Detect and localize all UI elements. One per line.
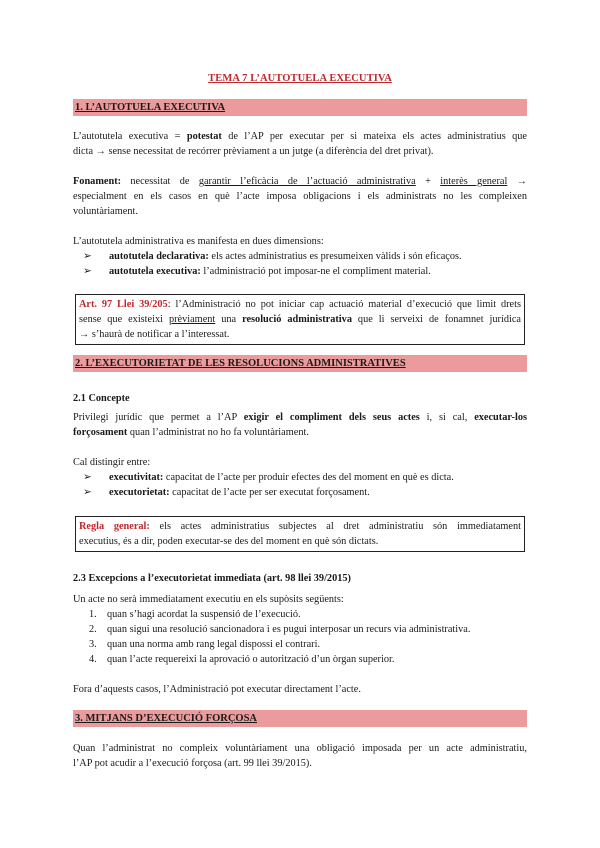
list-item: ➢ executivitat: capacitat de l’acte per produir efectes des del moment en què es dicta.	[83, 472, 454, 483]
list-item: 4. quan l’acte requereixi la aprovació o autorització d’un òrgan superior.	[89, 654, 395, 665]
s1-paragraph-dimensions: L’autotutela administrativa es manifesta en dues dimensions:	[73, 236, 324, 247]
s2-subheading-concepte: 2.1 Concepte	[73, 393, 130, 404]
section-heading-3	[73, 710, 527, 727]
s1-paragraph-fonament: Fonament: necessitat de garantir l’eficàcia de l’actuació administrativa + interès general → especialment en els casos en què l’acte imposa obligacions i els administrats no les compleixen voluntàriament.	[73, 176, 527, 217]
list-item: ➢ autotutela declarativa: els actes administratius es presumeixen vàlids i són eficaços.	[83, 251, 462, 262]
s2-paragraph-supòsits: Un acte no serà immediatament executiu en els supòsits següents:	[73, 594, 344, 605]
s2-paragraph-privilegi: Privilegi jurídic que permet a l’AP exigir el compliment dels seus actes i, si cal, executar-los forçosament quan l’administrat no ho fa voluntàriament.	[73, 412, 527, 438]
s2-rule-box: Regla general: els actes administratius subjectes al dret administratiu són immediatament executius, és a dir, poden executar-se des del moment en què són dictats.	[75, 516, 525, 552]
s2-paragraph-fora: Fora d’aquests casos, l’Administració pot executar directament l’acte.	[73, 684, 361, 695]
s1-paragraph-1: L’autotutela executiva = potestat de l’AP per executar per si mateixa els actes administratius que dicta → sense necessitat de recórrer prèviament a un jutge (a diferència del dret privat).	[73, 131, 528, 157]
s3-paragraph-1: Quan l’administrat no compleix voluntàriament una obligació imposada per un acte administratiu, l’AP pot acudir a l’execució forçosa (art. 99 llei 39/2015).	[73, 743, 527, 769]
s1-dimension-list	[73, 249, 527, 279]
s1-article-box: Art. 97 Llei 39/205: l’Administració no pot iniciar cap actuació material d’execució que limit drets sense que existeixi prèviament una resolució administrativa que li serveixi de fonamnet jurídica → s’haurà de notificar a l’interessat.	[75, 294, 525, 345]
document-title: TEMA 7 L’AUTOTUELA EXECUTIVA	[208, 73, 392, 84]
list-item: ➢ autotutela executiva: l’administració pot imposar-ne el compliment material.	[83, 266, 431, 277]
s2-distinction-list	[73, 470, 527, 500]
section-heading-1	[73, 99, 527, 116]
s2-subheading-excepcions: 2.3 Excepcions a l’executorietat immediata (art. 98 llei 39/2015)	[73, 573, 351, 584]
s2-paragraph-distingir: Cal distingir entre:	[73, 457, 151, 468]
section-heading-3-label: 3. MITJANS D’EXECUCIÓ FORÇOSA	[75, 713, 258, 724]
section-heading-1-label: 1. L’AUTOTUELA EXECUTIVA	[75, 102, 226, 113]
list-item: 3. quan una norma amb rang legal dispossi el contrari.	[89, 639, 321, 650]
list-item: ➢ executorietat: capacitat de l’acte per ser executat forçosament.	[83, 487, 370, 498]
s2-exceptions-list	[73, 607, 527, 667]
list-item: 2. quan sigui una resolució sancionadora i es pugui interposar un recurs via administrativa.	[89, 624, 471, 635]
list-item: 1. quan s’hagi acordat la suspensió de l’execució.	[89, 609, 301, 620]
section-heading-2-label: 2. L’EXECUTORIETAT DE LES RESOLUCIONS ADMINISTRATIVES	[75, 358, 406, 369]
section-heading-2	[73, 355, 527, 372]
